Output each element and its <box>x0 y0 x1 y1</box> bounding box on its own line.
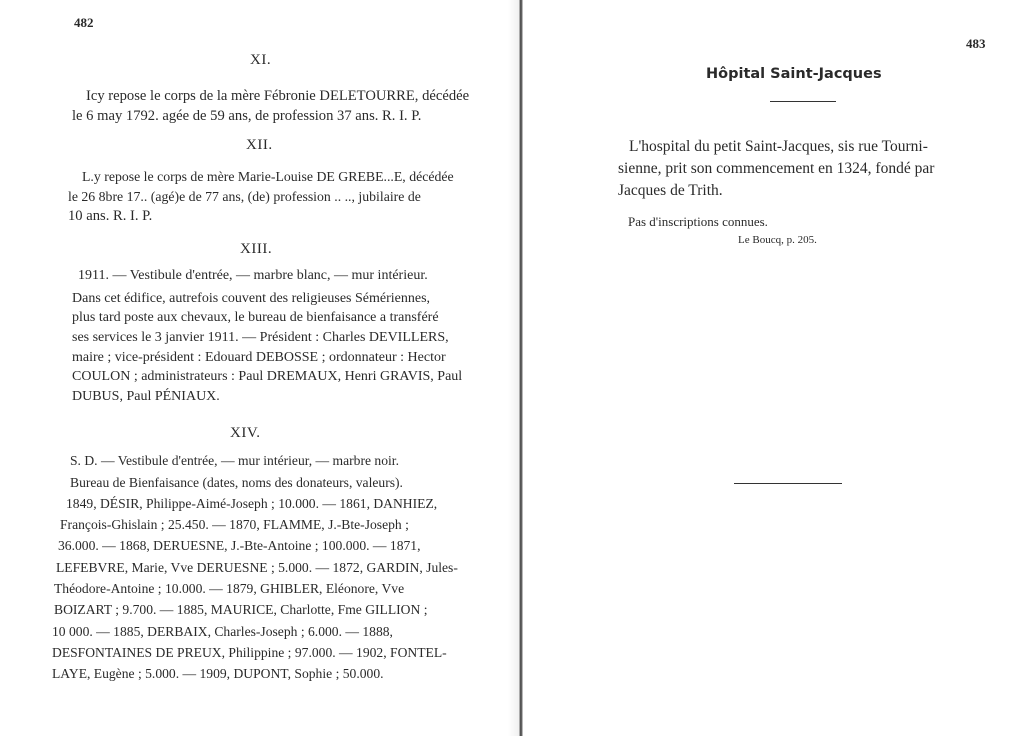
text-line: le 6 may 1792. agée de 59 ans, de profession 37 ans. R. I. P. <box>72 108 422 124</box>
section-end-rule <box>734 483 842 484</box>
text-line: 1849, DÉSIR, Philippe-Aimé-Joseph ; 10.000. — 1861, DANHIEZ, <box>66 496 438 511</box>
inscription-note: Pas d'inscriptions connues. <box>628 214 768 229</box>
text-line: Théodore-Antoine ; 10.000. — 1879, GHIBLER, Eléonore, Vve <box>54 581 405 596</box>
text-line: 1911. — Vestibule d'entrée, — marbre blanc, — mur intérieur. <box>78 268 428 283</box>
text-line: le 26 8bre 17.. (agé)e de 77 ans, (de) profession .. .., jubilaire de <box>68 189 421 204</box>
text-line: 36.000. — 1868, DERUESNE, J.-Bte-Antoine ; 100.000. — 1871, <box>58 538 421 553</box>
section-heading-xi: XI. <box>250 52 272 68</box>
text-line: L'hospital du petit Saint-Jacques, sis rue Tourni- <box>629 138 928 155</box>
text-line: COULON ; administrateurs : Paul DREMAUX, Henri GRAVIS, Paul <box>72 369 463 384</box>
text-line: DESFONTAINES DE PREUX, Philippine ; 97.000. — 1902, FONTEL- <box>52 645 447 660</box>
text-line: DUBUS, Paul PÉNIAUX. <box>72 389 220 404</box>
text-line: Jacques de Trith. <box>618 182 723 199</box>
text-line: LEFEBVRE, Marie, Vve DERUESNE ; 5.000. — 1872, GARDIN, Jules- <box>56 560 458 575</box>
page-title: Hôpital Saint-Jacques <box>706 66 882 82</box>
text-line: plus tard poste aux chevaux, le bureau de bienfaisance a transféré <box>72 310 439 325</box>
page-number-left: 482 <box>74 15 94 30</box>
text-line: BOIZART ; 9.700. — 1885, MAURICE, Charlotte, Fme GILLION ; <box>54 602 428 617</box>
section-heading-xiii: XIII. <box>240 241 273 257</box>
section-heading-xii: XII. <box>246 137 273 153</box>
page-edge-shadow <box>508 0 519 736</box>
text-line: maire ; vice-président : Edouard DEBOSSE ; ordonnateur : Hector <box>72 350 446 365</box>
text-line: 10 000. — 1885, DERBAIX, Charles-Joseph ; 6.000. — 1888, <box>52 624 393 639</box>
text-line: S. D. — Vestibule d'entrée, — mur intérieur, — marbre noir. <box>70 453 399 468</box>
text-line: LAYE, Eugène ; 5.000. — 1909, DUPONT, Sophie ; 50.000. <box>52 666 384 681</box>
text-line: Bureau de Bienfaisance (dates, noms des donateurs, valeurs). <box>70 475 403 490</box>
text-line: ses services le 3 janvier 1911. — Président : Charles DEVILLERS, <box>72 330 449 345</box>
text-line: 10 ans. R. I. P. <box>68 208 153 224</box>
title-rule <box>770 101 836 102</box>
page-number-right: 483 <box>966 36 986 51</box>
text-line: sienne, prit son commencement en 1324, fondé par <box>618 160 935 177</box>
text-line: Dans cet édifice, autrefois couvent des religieuses Sémériennes, <box>72 291 431 306</box>
text-line: Icy repose le corps de la mère Fébronie DELETOURRE, décédée <box>86 88 470 104</box>
citation: Le Boucq, p. 205. <box>738 234 817 246</box>
book-gutter <box>519 0 523 736</box>
right-page <box>524 0 1024 736</box>
section-heading-xiv: XIV. <box>230 425 261 441</box>
text-line: L.y repose le corps de mère Marie-Louise DE GREBE...E, décédée <box>82 169 454 184</box>
text-line: François-Ghislain ; 25.450. — 1870, FLAMME, J.-Bte-Joseph ; <box>60 517 409 532</box>
